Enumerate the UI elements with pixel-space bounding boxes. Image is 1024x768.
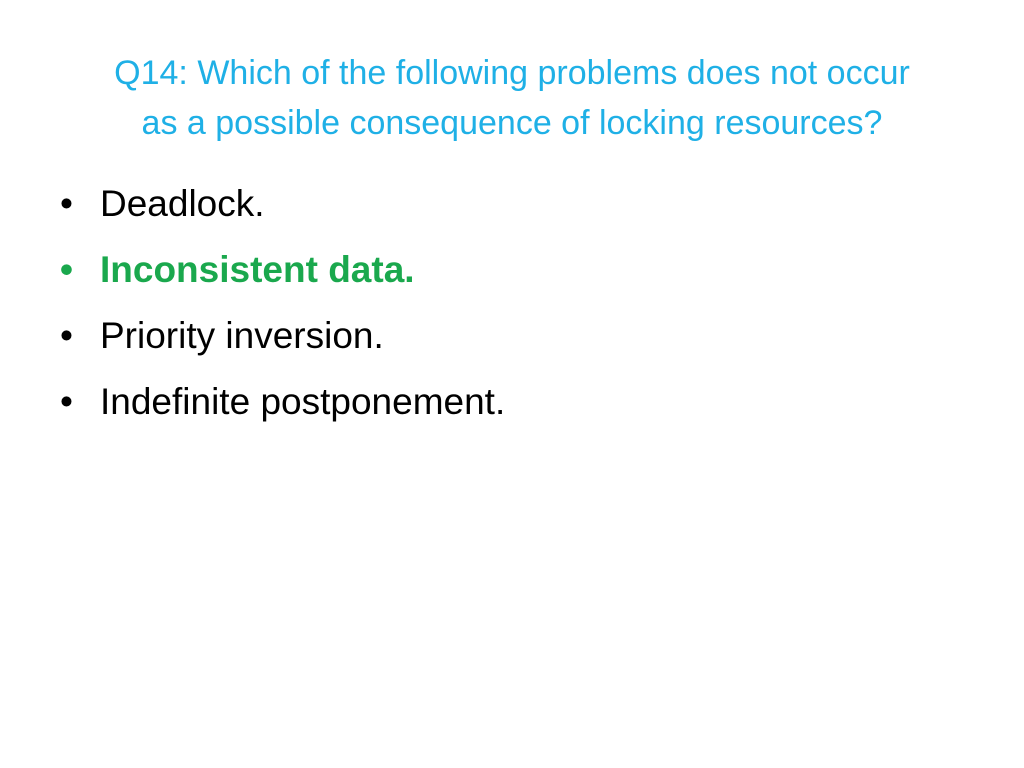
answer-option-indefinite-postponement <box>60 381 960 447</box>
question-title-line-1: Q14: Which of the following problems does not occur <box>114 54 910 92</box>
bullet-icon: • <box>60 381 73 422</box>
answer-options-list <box>60 183 960 447</box>
answer-option-text: Priority inversion. <box>100 315 384 356</box>
answer-option-text: Deadlock. <box>100 183 265 224</box>
bullet-icon: • <box>60 249 73 290</box>
answer-option-priority-inversion <box>60 315 960 381</box>
answer-option-deadlock <box>60 183 960 249</box>
question-title-line-2: as a possible consequence of locking resources? <box>141 104 883 142</box>
question-title <box>40 48 984 148</box>
answer-option-text: Indefinite postponement. <box>100 381 506 422</box>
bullet-icon: • <box>60 315 73 356</box>
answer-option-text: Inconsistent data. <box>100 249 415 290</box>
bullet-icon: • <box>60 183 73 224</box>
answer-option-inconsistent-data <box>60 249 960 315</box>
